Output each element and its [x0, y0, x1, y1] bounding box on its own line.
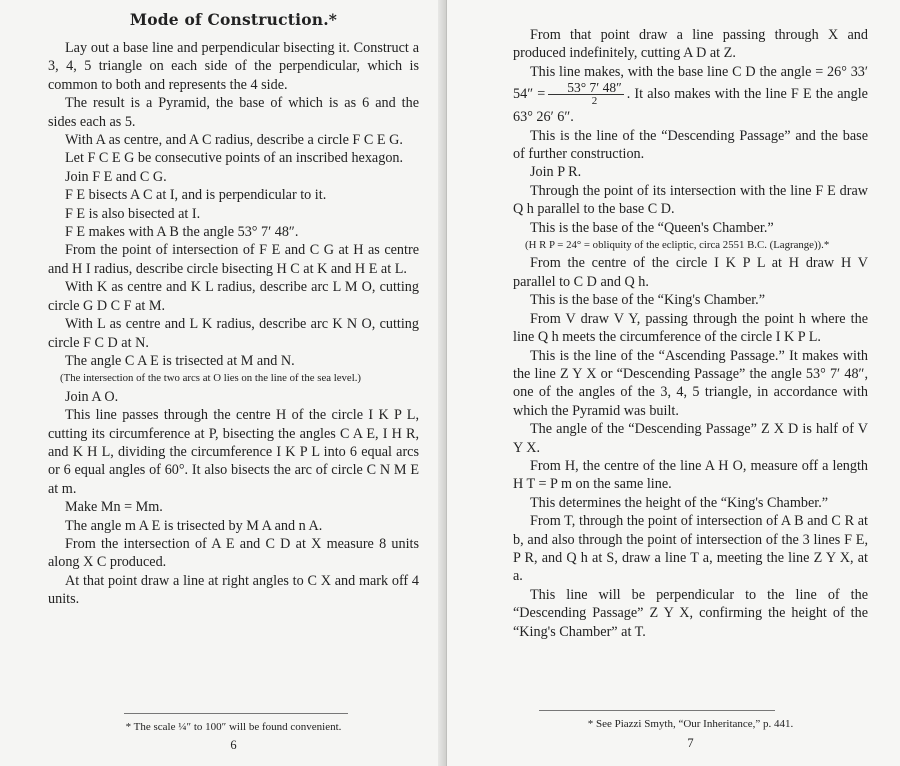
paragraph: This line will be perpendicular to the line of the “Descending Passage” Z Y X, confirming the height of the “King's Chamber” at T. — [513, 586, 868, 640]
paragraph: From the centre of the circle I K P L at H draw H V parallel to C D and Q h. — [513, 255, 868, 290]
paragraph: The angle m A E is trisected by M A and n A. — [65, 517, 323, 534]
fraction-numerator: 53° 7′ 48″ — [548, 81, 623, 95]
paragraph: At that point draw a line at right angles to C X and mark off 4 units. — [48, 572, 419, 608]
paragraph: This is the base of the “Queen's Chamber.” — [530, 219, 774, 236]
angle-fraction — [548, 81, 623, 108]
paragraph: This is the line of the “Descending Passage” and the base of further construction. — [513, 127, 868, 163]
page-title: Mode of Construction.* — [129, 10, 338, 29]
paragraph: This determines the height of the “King's Chamber.” — [530, 494, 829, 511]
paragraph: The angle of the “Descending Passage” Z X D is half of V Y X. — [513, 421, 868, 456]
paragraph: F E makes with A B the angle 53° 7′ 48″. — [65, 224, 299, 241]
paragraph: Join P R. — [530, 164, 582, 181]
footnote-divider — [124, 713, 348, 714]
paragraph: Lay out a base line and perpendicular bisecting it. Construct a 3, 4, 5 triangle on each side of the perpendicular, which is common to both and represents the 4 side. — [48, 40, 419, 93]
right-page — [447, 0, 900, 766]
paragraph: From V draw V Y, passing through the point h where the line Q h meets the circumference of the circle I K P L. — [513, 310, 868, 346]
page-number: 6 — [230, 738, 237, 752]
fraction-denominator: 2 — [591, 95, 598, 108]
right-page-paragraphs — [513, 127, 868, 641]
footnote: * See Piazzi Smyth, “Our Inheritance,” p. 441. — [587, 718, 794, 730]
paragraph: F E is also bisected at I. — [65, 205, 201, 222]
footnote: * The scale ¼″ to 100″ will be found convenient. — [125, 721, 342, 733]
footnote-divider — [539, 710, 775, 711]
left-page-text — [48, 39, 419, 609]
paragraph: From the point of intersection of F E and C G at H as centre and H I radius, describe circle bisecting H C at K and H E at L. — [48, 242, 419, 277]
paragraph: Join A O. — [65, 388, 119, 405]
paragraph: From T, through the point of intersection of A B and C R at b, and also through the point of intersection of the 3 lines F E, P R, and Q h at S, draw a line T a, meeting the line Z Y X, at a. — [513, 513, 868, 585]
paragraph: From that point draw a line passing through X and produced indefinitely, cutting A D at Z. — [513, 27, 868, 62]
paragraph: This line passes through the centre H of the circle I K P L, cutting its circumference at P, bisecting the angles C A E, I H R, and K H L, dividing the circumference I K P L into 6 equal arcs or 6 equal angles of 60°. It also bisects the arc of circle C N M E at m. — [48, 407, 419, 497]
right-page-text — [513, 26, 868, 641]
paragraph: From H, the centre of the line A H O, measure off a length H T = P m on the same line. — [513, 457, 868, 493]
left-page — [0, 0, 447, 766]
paragraph: Make Mn = Mm. — [65, 499, 163, 516]
angle-paragraph — [513, 63, 868, 127]
angle-lead: This line makes, with the base line C D the angle = 26° 33′ 54″ = — [513, 63, 868, 102]
parenthetical-note: (The intersection of the two arcs at O lies on the line of the sea level.) — [60, 372, 362, 385]
paragraph: With K as centre and K L radius, describe arc L M O, cutting circle G D C F at M. — [48, 279, 419, 314]
angle-tail: . It also makes with the line F E the angle 63° 26′ 6″. — [513, 85, 868, 126]
paragraph: This is the base of the “King's Chamber.” — [530, 292, 766, 309]
paragraph: The angle C A E is trisected at M and N. — [65, 352, 295, 369]
paragraph: From the intersection of A E and C D at X measure 8 units along X C produced. — [48, 535, 419, 571]
paragraph: This is the line of the “Ascending Passage.” It makes with the line Z Y X or “Descending Passage” the angle 53° 7′ 48″, one of the angles of the 3, 4, 5 triangle, in accordance with which the Pyramid was built. — [513, 347, 868, 419]
paragraph: The result is a Pyramid, the base of which is as 6 and the sides each as 5. — [48, 95, 419, 130]
paragraph: Through the point of its intersection with the line F E draw Q h parallel to the base C D. — [513, 182, 868, 218]
paragraph: F E bisects A C at I, and is perpendicular to it. — [65, 187, 327, 204]
paragraph: Join F E and C G. — [65, 168, 167, 185]
page-number: 7 — [687, 736, 694, 750]
parenthetical-note: (H R P = 24° = obliquity of the ecliptic, circa 2551 B.C. (Lagrange)).* — [525, 239, 830, 252]
paragraph: With A as centre, and A C radius, describe a circle F C E G. — [65, 132, 403, 149]
paragraph: With L as centre and L K radius, describe arc K N O, cutting circle F C D at N. — [48, 316, 419, 351]
paragraph: Let F C E G be consecutive points of an inscribed hexagon. — [65, 150, 404, 167]
